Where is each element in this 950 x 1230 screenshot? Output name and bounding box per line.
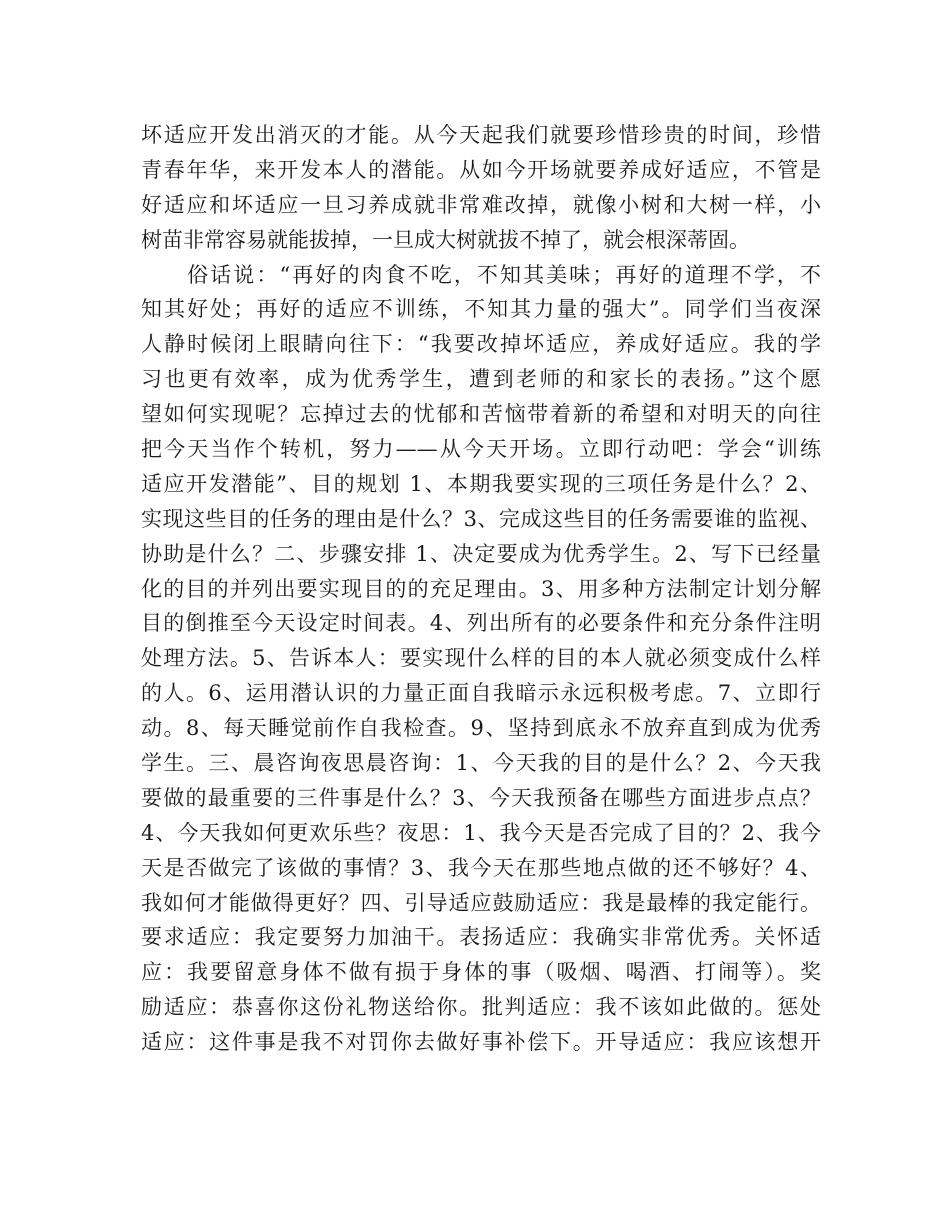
text-line: 天是否做完了该做的事情？3、我今天在那些地点做的还不够好？4、 (141, 855, 821, 880)
text-line: 励适应：恭喜你这份礼物送给你。批判适应：我不该如此做的。惩处 (141, 995, 821, 1020)
text-line: 动。8、每天睡觉前作自我检查。9、坚持到底永不放弃直到成为优秀 (141, 716, 821, 741)
text-line: 化的目的并列出要实现目的的充足理由。3、用多种方法制定计划分解 (141, 576, 821, 601)
text-line: 要求适应：我定要努力加油干。表扬适应：我确实非常优秀。关怀适 (141, 925, 821, 950)
text-line: 习也更有效率，成为优秀学生，遭到老师的和家长的表扬。”这个愿 (141, 367, 821, 392)
text-line: 知其好处；再好的适应不训练，不知其力量的强大”。同学们当夜深 (141, 297, 821, 322)
paragraph-start-line: 俗话说：“再好的肉食不吃，不知其美味；再好的道理不学，不 (141, 262, 821, 287)
text-line: 青春年华，来开发本人的潜能。从如今开场就要养成好适应，不管是 (141, 157, 821, 182)
text-line: 的人。6、运用潜认识的力量正面自我暗示永远积极考虑。7、立即行 (141, 681, 821, 706)
text-line: 我如何才能做得更好？四、引导适应鼓励适应：我是最棒的我定能行。 (141, 890, 821, 915)
text-line: 人静时候闭上眼睛向往下：“我要改掉坏适应，养成好适应。我的学 (141, 332, 821, 357)
text-line: 把今天当作个转机，努力——从今天开场。立即行动吧：学会“训练 (141, 437, 821, 462)
text-line: 适应：这件事是我不对罚你去做好事补偿下。开导适应：我应该想开 (141, 1030, 821, 1055)
text-line: 4、今天我如何更欢乐些？夜思：1、我今天是否完成了目的？2、我今 (141, 820, 821, 845)
text-line: 应：我要留意身体不做有损于身体的事（吸烟、喝酒、打闹等）。奖 (141, 960, 821, 985)
document-body (141, 118, 821, 1060)
text-line: 坏适应开发出消灭的才能。从今天起我们就要珍惜珍贵的时间，珍惜 (141, 123, 821, 147)
text-line: 实现这些目的任务的理由是什么？3、完成这些目的任务需要谁的监视、 (141, 506, 821, 531)
text-line: 学生。三、晨咨询夜思晨咨询：1、今天我的目的是什么？2、今天我 (141, 751, 821, 776)
text-line: 要做的最重要的三件事是什么？3、今天我预备在哪些方面进步点点？ (141, 785, 821, 810)
text-line: 适应开发潜能”、目的规划 1、本期我要实现的三项任务是什么？2、 (141, 471, 821, 496)
paragraph-end-line: 树苗非常容易就能拔掉，一旦成大树就拔不掉了，就会根深蒂固。 (141, 227, 750, 252)
text-line: 望如何实现呢？忘掉过去的忧郁和苦恼带着新的希望和对明天的向往 (141, 402, 821, 427)
text-line: 目的倒推至今天设定时间表。4、列出所有的必要条件和充分条件注明 (141, 611, 821, 636)
text-line: 好适应和坏适应一旦习养成就非常难改掉，就像小树和大树一样，小 (141, 192, 821, 217)
text-line: 处理方法。5、告诉本人：要实现什么样的目的本人就必须变成什么样 (141, 646, 821, 671)
text-line: 协助是什么？二、步骤安排 1、决定要成为优秀学生。2、写下已经量 (141, 541, 821, 566)
